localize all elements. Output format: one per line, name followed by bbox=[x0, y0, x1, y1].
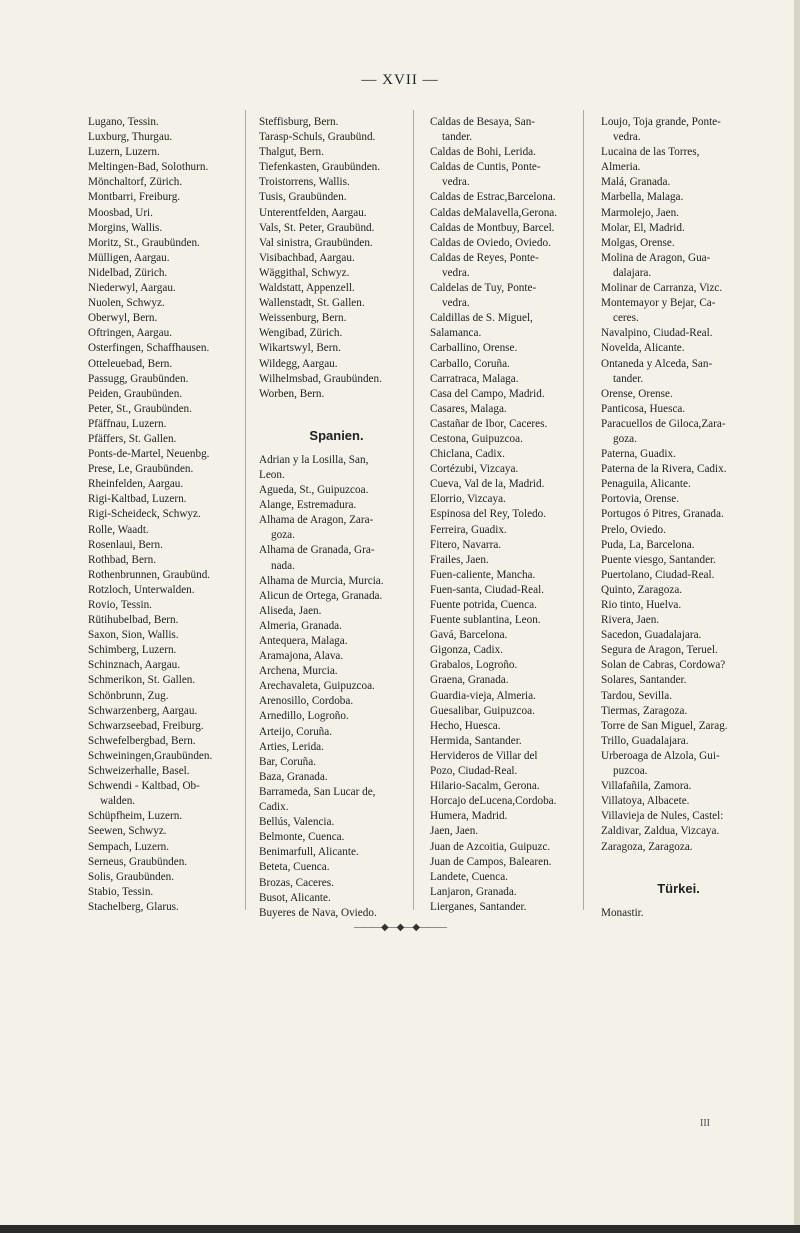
index-entry: Busot, Alicante. bbox=[259, 891, 331, 904]
index-entry: Rosenlaui, Bern. bbox=[88, 538, 163, 551]
index-entry: Trillo, Guadalajara. bbox=[601, 734, 689, 747]
index-entry: Puente viesgo, Santander. bbox=[601, 553, 716, 566]
index-entry: Arteijo, Coruña. bbox=[259, 725, 333, 738]
section-heading: Spanien. bbox=[309, 427, 364, 443]
index-entry: Caldelas de Tuy, Ponte- bbox=[430, 282, 537, 295]
index-entry: Navalpino, Ciudad-Real. bbox=[601, 327, 713, 340]
index-entry: Ferreira, Guadix. bbox=[430, 523, 507, 536]
index-entry: Sempach, Luzern. bbox=[88, 840, 170, 853]
index-entry: Worben, Bern. bbox=[259, 387, 325, 400]
index-entry: vedra. bbox=[613, 131, 641, 144]
index-entry: Pfäffers, St. Gallen. bbox=[88, 432, 177, 445]
index-entry: Rio tinto, Huelva. bbox=[601, 599, 682, 611]
index-entry: tander. bbox=[613, 372, 644, 385]
index-entry: Monastir. bbox=[601, 906, 644, 919]
index-entry: Loujo, Toja grande, Ponte- bbox=[601, 116, 721, 128]
index-entry: Arnedillo, Logroño. bbox=[259, 710, 349, 723]
index-entry: Alange, Estremadura. bbox=[259, 499, 357, 512]
index-entry: Rigi-Kaltbad, Luzern. bbox=[88, 493, 187, 506]
index-entry: Moritz, St., Graubünden. bbox=[88, 236, 200, 249]
index-entry: Carballo, Coruña. bbox=[430, 357, 510, 370]
index-entry: Lugano, Tessin. bbox=[88, 116, 159, 128]
index-entry: Rolle, Waadt. bbox=[88, 523, 149, 536]
index-entry: puzcoa. bbox=[613, 765, 648, 778]
index-entry: Stabio, Tessin. bbox=[88, 885, 154, 898]
index-entry: Guesalibar, Guipuzcoa. bbox=[430, 704, 535, 717]
index-entry: Mönchaltorf, Zürich. bbox=[88, 176, 183, 189]
index-entry: Puertolano, Ciudad-Real. bbox=[601, 568, 715, 581]
index-entry: Guardia-vieja, Almeria. bbox=[430, 689, 536, 702]
index-entry: Schönbrunn, Zug. bbox=[88, 689, 169, 702]
index-entry: Schwarzseebad, Freiburg. bbox=[88, 719, 204, 732]
index-entry: Solis, Graubünden. bbox=[88, 870, 175, 883]
index-entry: Marmolejo, Jaen. bbox=[601, 206, 679, 219]
index-entry: Visibachbad, Aargau. bbox=[259, 251, 355, 264]
index-entry: Tardou, Sevilla. bbox=[601, 689, 672, 702]
index-entry: Molgas, Orense. bbox=[601, 236, 675, 249]
index-entry: vedra. bbox=[442, 176, 470, 189]
index-entry: Humera, Madrid. bbox=[430, 810, 508, 823]
index-entry: Zaragoza, Zaragoza. bbox=[601, 840, 693, 853]
index-entry: Leon. bbox=[259, 468, 285, 481]
index-entry: Almeria, Granada. bbox=[259, 619, 342, 632]
index-entry: Wallenstadt, St. Gallen. bbox=[259, 297, 365, 310]
index-entry: Troistorrens, Wallis. bbox=[259, 176, 350, 189]
index-entry: Hervideros de Villar del bbox=[430, 749, 538, 762]
index-entry: Juan de Azcoitia, Guipuzc. bbox=[430, 840, 551, 853]
index-entry: Stachelberg, Glarus. bbox=[88, 900, 179, 913]
page-edge-bottom bbox=[0, 1225, 800, 1233]
index-entry: Landete, Cuenca. bbox=[430, 870, 508, 883]
index-entry: Gavá, Barcelona. bbox=[430, 629, 508, 642]
index-entry: Thalgut, Bern. bbox=[259, 146, 324, 159]
index-entry: Solan de Cabras, Cordowa? bbox=[601, 659, 726, 672]
index-entry: Hecho, Huesca. bbox=[430, 719, 501, 732]
index-entry: Paterna, Guadix. bbox=[601, 448, 676, 461]
index-entry: Zaldivar, Zaldua, Vizcaya. bbox=[601, 825, 720, 838]
index-entry: Rivera, Jaen. bbox=[601, 614, 660, 627]
index-entry: Sacedon, Guadalajara. bbox=[601, 629, 702, 642]
index-entry: walden. bbox=[100, 795, 136, 808]
index-entry: Luxburg, Thurgau. bbox=[88, 131, 173, 144]
index-entry: Portovia, Orense. bbox=[601, 493, 679, 506]
index-entry: Tiermas, Zaragoza. bbox=[601, 704, 688, 717]
index-entry: Niederwyl, Aargau. bbox=[88, 282, 176, 295]
column-2 bbox=[259, 115, 414, 921]
index-entry: Weissenburg, Bern. bbox=[259, 312, 347, 325]
index-entry: Unterentfelden, Aargau. bbox=[259, 206, 367, 219]
index-entry: Fuen-caliente, Mancha. bbox=[430, 568, 536, 581]
index-entry: Fuente potrida, Cuenca. bbox=[430, 599, 537, 611]
index-entry: Casa del Campo, Madrid. bbox=[430, 387, 545, 400]
index-entry: Panticosa, Huesca. bbox=[601, 402, 686, 415]
index-entry: Serneus, Graubünden. bbox=[88, 855, 188, 868]
index-entry: Prelo, Oviedo. bbox=[601, 523, 666, 536]
index-entry: Caldas de Cuntis, Ponte- bbox=[430, 161, 541, 174]
index-entry: Schweiningen,Graubünden. bbox=[88, 749, 213, 762]
index-entry: vedra. bbox=[442, 297, 470, 310]
index-entry: Beteta, Cuenca. bbox=[259, 861, 330, 874]
index-entry: Schimberg, Luzern. bbox=[88, 644, 177, 657]
index-entry: Almeria. bbox=[601, 161, 641, 174]
index-entry: Schwefelbergbad, Bern. bbox=[88, 734, 196, 747]
index-entry: Caldas de Reyes, Ponte- bbox=[430, 251, 539, 264]
index-entry: Rothenbrunnen, Graubünd. bbox=[88, 568, 211, 581]
index-entry: Caldas de Bohi, Lerida. bbox=[430, 146, 536, 159]
index-entry: Paterna de la Rivera, Cadix. bbox=[601, 463, 727, 476]
index-entry: Villavieja de Nules, Castel: bbox=[601, 810, 724, 823]
index-entry: Schwarzenberg, Aargau. bbox=[88, 704, 198, 717]
index-entry: Cortézubi, Vizcaya. bbox=[430, 463, 519, 476]
index-entry: Caldas de Montbuy, Barcel. bbox=[430, 221, 555, 234]
index-entry: Molar, El, Madrid. bbox=[601, 221, 685, 234]
index-entry: Osterfingen, Schaffhausen. bbox=[88, 342, 210, 355]
index-entry: Quinto, Zaragoza. bbox=[601, 583, 683, 596]
index-entry: Pozo, Ciudad-Real. bbox=[430, 765, 518, 778]
index-entry: Salamanca. bbox=[430, 327, 482, 340]
index-entry: Novelda, Alicante. bbox=[601, 342, 685, 355]
index-entry: Ontaneda y Alceda, San- bbox=[601, 357, 713, 370]
index-entry: Rheinfelden, Aargau. bbox=[88, 478, 184, 491]
index-entry: Oberwyl, Bern. bbox=[88, 312, 158, 325]
index-entry: Antequera, Malaga. bbox=[259, 635, 348, 647]
index-entry: Steffisburg, Bern. bbox=[259, 116, 339, 128]
index-entry: Molina de Aragon, Gua- bbox=[601, 251, 711, 264]
index-entry: Arechavaleta, Guipuzcoa. bbox=[259, 680, 375, 693]
index-entry: Val sinistra, Graubünden. bbox=[259, 236, 373, 249]
index-entry: Schwendi - Kaltbad, Ob- bbox=[88, 780, 200, 793]
index-entry: Penaguila, Alicante. bbox=[601, 478, 691, 491]
column-1 bbox=[88, 115, 243, 921]
index-entry: Arties, Lerida. bbox=[259, 740, 324, 753]
index-entry: Prese, Le, Graubünden. bbox=[88, 463, 194, 476]
column-divider bbox=[413, 110, 414, 910]
index-entry: Graena, Granada. bbox=[430, 674, 509, 687]
index-entry: Schweizerhalle, Basel. bbox=[88, 765, 190, 778]
index-entry: Tarasp-Schuls, Graubünd. bbox=[259, 131, 376, 144]
index-entry: Puda, La, Barcelona. bbox=[601, 538, 695, 551]
page-edge-shadow bbox=[794, 0, 800, 1233]
index-entry: Wäggithal, Schwyz. bbox=[259, 266, 350, 279]
index-entry: Alicun de Ortega, Granada. bbox=[259, 589, 383, 602]
index-columns bbox=[88, 115, 756, 921]
index-entry: Arenosillo, Cordoba. bbox=[259, 695, 354, 708]
index-entry: Carballino, Orense. bbox=[430, 342, 518, 355]
index-entry: Nidelbad, Zürich. bbox=[88, 266, 168, 279]
index-entry: Lanjaron, Granada. bbox=[430, 885, 517, 898]
index-entry: Portugos ó Pitres, Granada. bbox=[601, 508, 724, 521]
index-entry: Solares, Santander. bbox=[601, 674, 687, 687]
index-entry: Gigonza, Cadix. bbox=[430, 644, 504, 657]
index-entry: tander. bbox=[442, 131, 473, 144]
index-entry: Caldas de Estrac,Barcelona. bbox=[430, 191, 556, 204]
index-entry: Hilario-Sacalm, Gerona. bbox=[430, 780, 540, 793]
index-entry: Moosbad, Uri. bbox=[88, 206, 153, 219]
index-entry: Alhama de Aragon, Zara- bbox=[259, 514, 374, 527]
index-entry: Buyeres de Nava, Oviedo. bbox=[259, 906, 377, 919]
index-entry: Villafañila, Zamora. bbox=[601, 780, 692, 793]
index-entry: Paracuellos de Giloca,Zara- bbox=[601, 417, 726, 430]
index-entry: Molinar de Carranza, Vizc. bbox=[601, 282, 723, 295]
index-entry: Meltingen-Bad, Solothurn. bbox=[88, 161, 209, 174]
index-entry: Waldstatt, Appenzell. bbox=[259, 282, 355, 295]
column-divider bbox=[583, 110, 584, 910]
index-entry: Cadix. bbox=[259, 801, 289, 814]
index-entry: Schmerikon, St. Gallen. bbox=[88, 674, 196, 687]
index-entry: Elorrio, Vizcaya. bbox=[430, 493, 506, 506]
index-entry: Saxon, Sion, Wallis. bbox=[88, 629, 179, 642]
index-entry: Villatoya, Albacete. bbox=[601, 795, 690, 808]
index-entry: Wildegg, Aargau. bbox=[259, 357, 338, 370]
index-entry: Wengibad, Zürich. bbox=[259, 327, 343, 340]
index-entry: Cestona, Guipuzcoa. bbox=[430, 432, 523, 445]
index-entry: Morgins, Wallis. bbox=[88, 221, 163, 234]
index-entry: Seewen, Schwyz. bbox=[88, 825, 167, 838]
index-entry: Caldas de Besaya, San- bbox=[430, 116, 536, 128]
index-entry: Lierganes, Santander. bbox=[430, 900, 527, 913]
index-entry: Pfäffnau, Luzern. bbox=[88, 417, 167, 430]
index-entry: Barrameda, San Lucar de, bbox=[259, 785, 376, 798]
signature-mark: III bbox=[700, 1118, 710, 1129]
index-entry: Torre de San Miguel, Zarag. bbox=[601, 719, 728, 732]
index-entry: Aramajona, Alava. bbox=[259, 650, 344, 663]
index-entry: Vals, St. Peter, Graubünd. bbox=[259, 221, 375, 234]
index-entry: Juan de Campos, Balearen. bbox=[430, 855, 552, 868]
index-entry: Brozas, Caceres. bbox=[259, 876, 334, 889]
index-entry: Rotzloch, Unterwalden. bbox=[88, 583, 195, 596]
index-entry: Jaen, Jaen. bbox=[430, 825, 479, 838]
index-entry: Adrian y la Losilla, San, bbox=[259, 453, 369, 466]
index-entry: Tiefenkasten, Graubünden. bbox=[259, 161, 381, 174]
index-entry: Lucaina de las Torres, bbox=[601, 146, 700, 159]
index-entry: Rovio, Tessin. bbox=[88, 599, 152, 611]
index-entry: Bar, Coruña. bbox=[259, 755, 317, 768]
index-entry: Oftringen, Aargau. bbox=[88, 327, 172, 340]
index-entry: Caldillas de S. Miguel, bbox=[430, 312, 533, 325]
index-entry: Baza, Granada. bbox=[259, 770, 328, 783]
index-entry: Segura de Aragon, Teruel. bbox=[601, 644, 718, 657]
index-entry: Caldas deMalavella,Gerona. bbox=[430, 206, 558, 219]
index-entry: Wilhelmsbad, Graubünden. bbox=[259, 372, 382, 385]
ornament-rule: ———◆—◆—◆——— bbox=[353, 922, 447, 933]
index-entry: dalajara. bbox=[613, 266, 652, 279]
index-entry: Fitero, Navarra. bbox=[430, 538, 502, 551]
index-entry: vedra. bbox=[442, 266, 470, 279]
index-entry: Mülligen, Aargau. bbox=[88, 251, 170, 264]
index-entry: Hermida, Santander. bbox=[430, 734, 522, 747]
index-entry: Cueva, Val de la, Madrid. bbox=[430, 478, 545, 491]
index-entry: Peiden, Graubünden. bbox=[88, 387, 183, 400]
index-entry: Grabalos, Logroño. bbox=[430, 659, 518, 672]
index-entry: Urberoaga de Alzola, Gui- bbox=[601, 749, 720, 762]
index-entry: Otteleuebad, Bern. bbox=[88, 357, 173, 370]
index-entry: Rigi-Scheideck, Schwyz. bbox=[88, 508, 201, 521]
section-heading: Türkei. bbox=[657, 880, 700, 896]
index-entry: Marbella, Malaga. bbox=[601, 191, 684, 204]
index-entry: Schüpfheim, Luzern. bbox=[88, 810, 183, 823]
index-entry: Nuolen, Schwyz. bbox=[88, 297, 165, 310]
page-number: — XVII — bbox=[361, 72, 439, 88]
column-3 bbox=[430, 115, 585, 921]
index-entry: Agueda, St., Guipuzcoa. bbox=[259, 484, 369, 497]
index-entry: Ponts-de-Martel, Neuenbg. bbox=[88, 448, 210, 461]
index-entry: Rothbad, Bern. bbox=[88, 553, 157, 566]
index-entry: Luzern, Luzern. bbox=[88, 146, 160, 159]
index-entry: Schinznach, Aargau. bbox=[88, 659, 181, 672]
index-entry: Castañar de Ibor, Caceres. bbox=[430, 417, 548, 430]
index-entry: goza. bbox=[613, 432, 637, 445]
column-divider bbox=[245, 110, 246, 910]
index-entry: Montemayor y Bejar, Ca- bbox=[601, 297, 716, 310]
index-entry: Peter, St., Graubünden. bbox=[88, 402, 192, 415]
column-4 bbox=[601, 115, 756, 921]
index-entry: Montbarri, Freiburg. bbox=[88, 191, 181, 204]
index-entry: nada. bbox=[271, 559, 295, 572]
index-entry: Caldas de Oviedo, Oviedo. bbox=[430, 236, 551, 249]
index-entry: Horcajo deLucena,Cordoba. bbox=[430, 795, 557, 808]
index-entry: Passugg, Graubünden. bbox=[88, 372, 189, 385]
index-entry: Tusis, Graubünden. bbox=[259, 191, 347, 204]
index-entry: Wikartswyl, Bern. bbox=[259, 342, 341, 355]
index-entry: Fuen-santa, Ciudad-Real. bbox=[430, 583, 545, 596]
index-entry: Chiclana, Cadix. bbox=[430, 448, 505, 461]
index-entry: Casares, Malaga. bbox=[430, 402, 507, 415]
index-entry: Carratraca, Malaga. bbox=[430, 372, 519, 385]
index-entry: Malá, Granada. bbox=[601, 176, 671, 189]
index-entry: Orense, Orense. bbox=[601, 387, 673, 400]
index-entry: Rütihubelbad, Bern. bbox=[88, 614, 179, 627]
index-entry: Alhama de Murcia, Murcia. bbox=[259, 574, 384, 587]
index-entry: Espinosa del Rey, Toledo. bbox=[430, 508, 547, 521]
index-entry: Aliseda, Jaen. bbox=[259, 604, 322, 617]
index-entry: Frailes, Jaen. bbox=[430, 553, 489, 566]
index-entry: Belmonte, Cuenca. bbox=[259, 831, 345, 844]
index-entry: ceres. bbox=[613, 312, 639, 325]
index-entry: Fuente sublantina, Leon. bbox=[430, 614, 541, 627]
index-entry: Archena, Murcia. bbox=[259, 665, 338, 678]
index-entry: Benimarfull, Alicante. bbox=[259, 846, 359, 859]
index-entry: Alhama de Granada, Gra- bbox=[259, 544, 375, 557]
index-entry: goza. bbox=[271, 529, 295, 542]
index-entry: Bellús, Valencia. bbox=[259, 816, 335, 829]
